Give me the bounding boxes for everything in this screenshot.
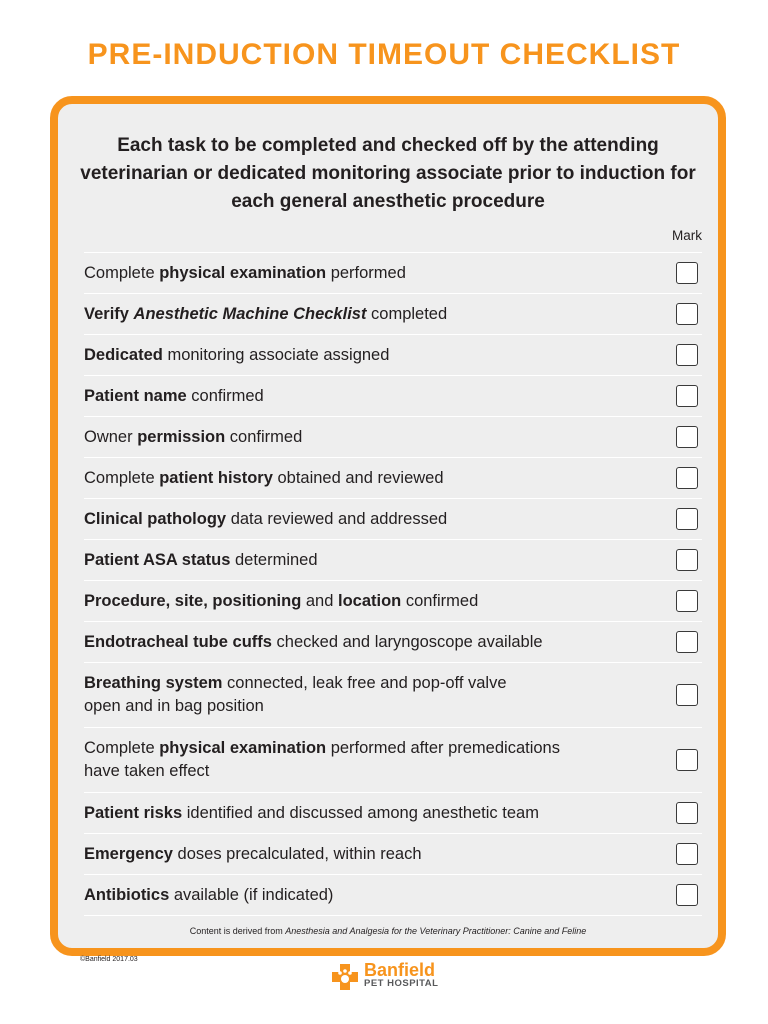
checklist-panel bbox=[50, 96, 726, 956]
checklist-row bbox=[84, 294, 702, 335]
banfield-logo bbox=[330, 962, 438, 992]
checklist-item-text: Patient ASA status determined bbox=[84, 550, 318, 569]
mark-checkbox[interactable] bbox=[676, 303, 698, 325]
checklist-row bbox=[84, 622, 702, 663]
mark-checkbox[interactable] bbox=[676, 590, 698, 612]
checklist-row bbox=[84, 540, 702, 581]
checklist-row bbox=[84, 581, 702, 622]
mark-checkbox[interactable] bbox=[676, 385, 698, 407]
checklist-item-text: Complete physical examination performed bbox=[84, 263, 406, 282]
checklist-row bbox=[84, 663, 702, 728]
mark-checkbox[interactable] bbox=[676, 684, 698, 706]
intro-text: Each task to be completed and checked off by the attending veterinarian or dedicated monitoring associate prior to induction for each general anesthetic procedure bbox=[80, 135, 696, 212]
mark-checkbox[interactable] bbox=[676, 843, 698, 865]
checklist-item-text: Breathing system connected, leak free and pop-off valve open and in bag position bbox=[84, 674, 507, 715]
mark-checkbox[interactable] bbox=[676, 549, 698, 571]
checklist-item-text: Patient risks identified and discussed among anesthetic team bbox=[84, 803, 539, 822]
mark-checkbox[interactable] bbox=[676, 884, 698, 906]
checklist-row bbox=[84, 417, 702, 458]
mark-column-header: Mark bbox=[672, 228, 702, 243]
page-title: PRE-INDUCTION TIMEOUT CHECKLIST bbox=[87, 38, 681, 71]
mark-checkbox[interactable] bbox=[676, 802, 698, 824]
checklist-item-text: Endotracheal tube cuffs checked and laryngoscope available bbox=[84, 632, 543, 651]
checklist-item-text: Owner permission confirmed bbox=[84, 427, 303, 446]
copyright: ©Banfield 2017.03 bbox=[80, 956, 138, 963]
logo-name: Banfield bbox=[364, 960, 436, 980]
checklist-item-text: Procedure, site, positioning and location confirmed bbox=[84, 591, 479, 610]
mark-checkbox[interactable] bbox=[676, 344, 698, 366]
mark-checkbox[interactable] bbox=[676, 749, 698, 771]
checklist-row bbox=[84, 875, 702, 916]
mark-checkbox[interactable] bbox=[676, 467, 698, 489]
checklist-item-text: Complete physical examination performed after premedications have taken effect bbox=[84, 739, 560, 780]
checklist-row bbox=[84, 793, 702, 834]
checklist-item-text: Complete patient history obtained and reviewed bbox=[84, 468, 444, 487]
checklist-item-text: Clinical pathology data reviewed and addressed bbox=[84, 509, 448, 528]
checklist-item-text: Antibiotics available (if indicated) bbox=[84, 885, 334, 904]
checklist-row bbox=[84, 376, 702, 417]
mark-checkbox[interactable] bbox=[676, 631, 698, 653]
mark-checkbox[interactable] bbox=[676, 426, 698, 448]
checklist-rows bbox=[84, 252, 702, 916]
checklist-row bbox=[84, 834, 702, 875]
checklist-row bbox=[84, 253, 702, 294]
checklist-row bbox=[84, 458, 702, 499]
checklist-item-text: Patient name confirmed bbox=[84, 386, 264, 405]
checklist-row bbox=[84, 335, 702, 376]
checklist-item-text: Verify Anesthetic Machine Checklist completed bbox=[84, 304, 448, 323]
checklist-row bbox=[84, 499, 702, 540]
checklist-item-text: Dedicated monitoring associate assigned bbox=[84, 345, 390, 364]
mark-checkbox[interactable] bbox=[676, 508, 698, 530]
paw-cross-icon bbox=[330, 962, 360, 992]
logo-subtitle: PET HOSPITAL bbox=[364, 978, 439, 989]
checklist-row bbox=[84, 728, 702, 793]
source-note: Content is derived from Anesthesia and Analgesia for the Veterinary Practitioner: Canine and Feline bbox=[189, 926, 587, 936]
mark-checkbox[interactable] bbox=[676, 262, 698, 284]
checklist-item-text: Emergency doses precalculated, within reach bbox=[84, 844, 422, 863]
